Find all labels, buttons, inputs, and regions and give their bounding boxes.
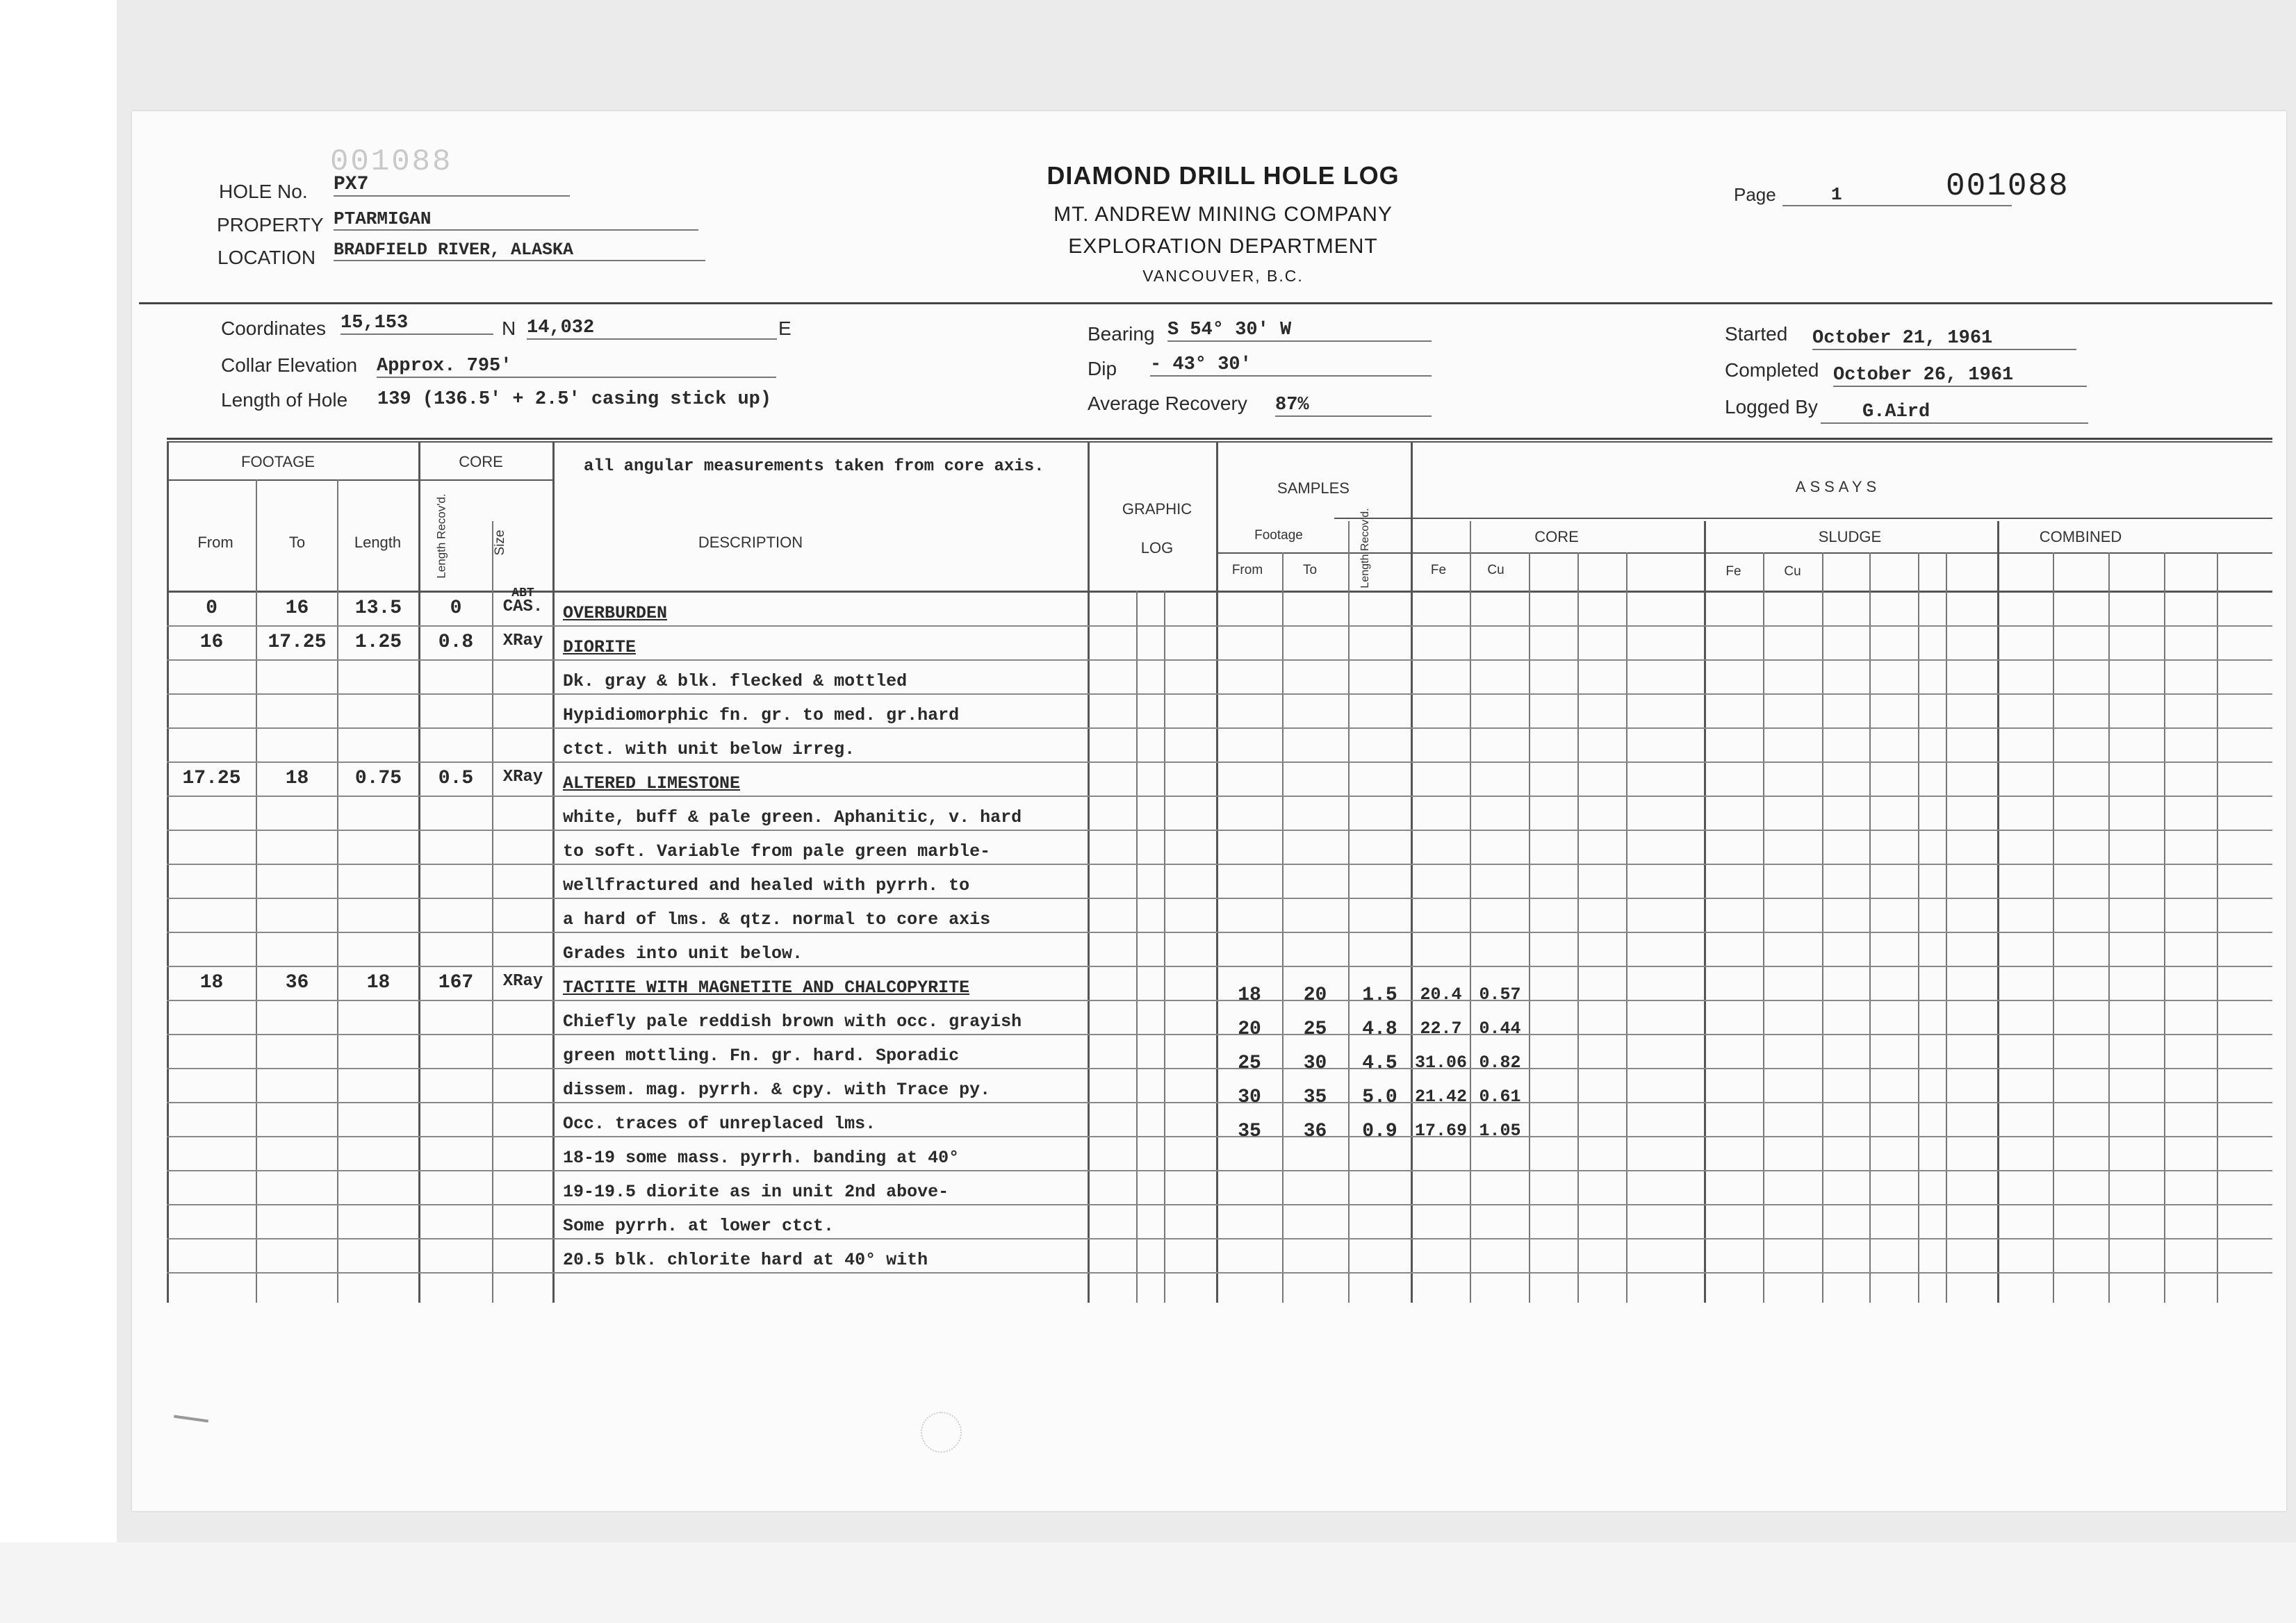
sample-from-cell: 20 — [1238, 1019, 1261, 1040]
fe-assay-cell: 20.4 — [1420, 984, 1462, 1005]
footage-header: FOOTAGE — [241, 453, 315, 470]
column-divider — [2164, 552, 2165, 1303]
samples-header: SAMPLES — [1277, 479, 1350, 497]
from-header: From — [197, 534, 233, 551]
row-rule — [167, 1204, 2272, 1205]
length-of-hole-value: 139 (136.5' + 2.5' casing stick up) — [377, 389, 772, 410]
sample-to-cell: 20 — [1303, 984, 1327, 1006]
length-recovd-header: Length Recov'd. — [434, 493, 448, 579]
row-rule — [167, 625, 2272, 627]
logged-by-label: Logged By — [1725, 396, 1818, 418]
column-divider — [1946, 552, 1947, 1303]
length-of-hole-label: Length of Hole — [221, 389, 348, 411]
graphic-header: GRAPHIC — [1122, 500, 1192, 518]
sample-length-cell: 5.0 — [1362, 1087, 1397, 1108]
bearing-label: Bearing — [1088, 323, 1155, 345]
size-cell: XRay — [502, 632, 543, 650]
sample-from-cell: 25 — [1238, 1053, 1261, 1074]
started-label: Started — [1725, 323, 1788, 345]
description-cell: ctct. with unit below irreg. — [563, 739, 855, 759]
to-cell: 36 — [285, 972, 309, 994]
description-cell: a hard of lms. & qtz. normal to core axis — [563, 909, 991, 930]
row-rule — [167, 1238, 2272, 1239]
sample-to-cell: 36 — [1303, 1121, 1327, 1142]
average-recovery-value: 87% — [1275, 395, 1432, 417]
cu-assay-cell: 0.82 — [1479, 1053, 1521, 1073]
description-cell: 20.5 blk. chlorite hard at 40° with — [563, 1250, 928, 1270]
completed-value: October 26, 1961 — [1833, 365, 2087, 387]
column-divider — [2217, 552, 2218, 1303]
table-top-rule — [167, 441, 2272, 443]
to-cell: 16 — [285, 598, 309, 619]
sample-length-cell: 0.9 — [1362, 1121, 1397, 1142]
column-divider — [1918, 552, 1919, 1303]
hole-no-value: PX7 — [334, 174, 570, 197]
scan-margin-left — [0, 0, 117, 1623]
row-rule — [167, 727, 2272, 729]
unit-heading: DIORITE — [563, 637, 637, 657]
coordinates-north-value: 15,153 — [341, 313, 493, 335]
coordinates-east-value: 14,032 — [527, 318, 777, 340]
dip-value: - 43° 30' — [1150, 354, 1432, 377]
row-rule — [167, 898, 2272, 899]
recovered-cell: 0.8 — [438, 632, 474, 653]
row-rule — [167, 659, 2272, 661]
assay-fe-header: Fe — [1430, 563, 1447, 577]
description-cell: dissem. mag. pyrrh. & cpy. with Trace py. — [563, 1080, 991, 1100]
table-header-bottom-rule — [167, 591, 2272, 593]
column-divider — [2108, 552, 2110, 1303]
row-rule — [167, 796, 2272, 797]
completed-label: Completed — [1725, 359, 1819, 381]
sample-from-cell: 18 — [1238, 984, 1261, 1006]
column-divider — [1282, 552, 1284, 1303]
sample-length-cell: 4.5 — [1362, 1053, 1397, 1074]
header-divider — [139, 302, 2272, 304]
info-divider — [167, 438, 2272, 440]
department-name: EXPLORATION DEPARTMENT — [1068, 235, 1378, 258]
unit-heading: ALTERED LIMESTONE — [563, 773, 741, 793]
company-name: MT. ANDREW MINING COMPANY — [1053, 203, 1393, 226]
sample-length-cell: 1.5 — [1362, 984, 1397, 1006]
description-cell: 19-19.5 diorite as in unit 2nd above- — [563, 1182, 949, 1202]
column-divider — [1763, 552, 1764, 1303]
size-cell: CAS. — [502, 598, 543, 616]
core-header: CORE — [459, 453, 503, 470]
size-note-cell: ABT — [511, 586, 534, 600]
collar-elevation-value: Approx. 795' — [377, 356, 776, 378]
length-cell: 1.25 — [354, 632, 402, 653]
row-rule — [167, 864, 2272, 865]
row-rule — [167, 1170, 2272, 1171]
description-cell: Hypidiomorphic fn. gr. to med. gr.hard — [563, 705, 960, 725]
size-cell: XRay — [502, 768, 543, 786]
description-cell: Chiefly pale reddish brown with occ. grayish — [563, 1012, 1022, 1032]
property-label: PROPERTY — [217, 214, 324, 236]
column-divider — [1136, 591, 1138, 1303]
average-recovery-label: Average Recovery — [1088, 393, 1247, 414]
assays-header: ASSAYS — [1795, 478, 1881, 495]
description-cell: Dk. gray & blk. flecked & mottled — [563, 671, 908, 691]
column-divider — [1529, 552, 1530, 1303]
recovered-cell: 0.5 — [438, 768, 474, 789]
collar-elevation-label: Collar Elevation — [221, 354, 358, 376]
sample-to-cell: 35 — [1303, 1087, 1327, 1108]
assay-combined-header: COMBINED — [2039, 528, 2122, 545]
document-number: 001088 — [1946, 168, 2069, 204]
length-cell: 13.5 — [354, 598, 402, 619]
assay-sludge-header: SLUDGE — [1818, 528, 1882, 545]
column-divider — [1869, 552, 1871, 1303]
sample-length-cell: 4.8 — [1362, 1019, 1397, 1040]
sludge-fe-header: Fe — [1725, 564, 1741, 579]
column-divider — [2053, 552, 2054, 1303]
recovered-cell: 167 — [438, 972, 474, 994]
description-cell: Some pyrrh. at lower ctct. — [563, 1216, 835, 1236]
from-cell: 18 — [199, 972, 224, 994]
footage-core-subrule — [167, 479, 552, 481]
assay-cu-header: Cu — [1487, 563, 1504, 577]
scan-mark — [174, 1415, 208, 1423]
cu-assay-cell: 1.05 — [1479, 1121, 1521, 1141]
row-rule — [167, 830, 2272, 831]
row-rule — [167, 1272, 2272, 1274]
description-cell: white, buff & pale green. Aphanitic, v. hard — [563, 807, 1022, 827]
row-rule — [167, 761, 2272, 763]
length-header: Length — [354, 534, 402, 551]
cu-assay-cell: 0.61 — [1479, 1087, 1521, 1107]
column-divider — [1088, 441, 1090, 1303]
log-header: LOG — [1140, 539, 1174, 557]
description-cell: Occ. traces of unreplaced lms. — [563, 1114, 876, 1134]
fe-assay-cell: 22.7 — [1420, 1019, 1462, 1039]
column-divider — [1997, 521, 1999, 1303]
east-label: E — [778, 318, 792, 339]
column-divider — [1626, 552, 1627, 1303]
city-name: VANCOUVER, B.C. — [1142, 267, 1304, 285]
started-value: October 21, 1961 — [1812, 328, 2076, 350]
size-header: Size — [493, 529, 507, 556]
hole-no-label: HOLE No. — [219, 181, 308, 202]
fe-assay-cell: 21.42 — [1414, 1087, 1467, 1107]
unit-heading: TACTITE WITH MAGNETITE AND CHALCOPYRITE — [563, 978, 970, 998]
sample-to-cell: 25 — [1303, 1019, 1327, 1040]
fe-assay-cell: 31.06 — [1414, 1053, 1467, 1073]
samples-to-header: To — [1302, 563, 1318, 577]
angular-note: all angular measurements taken from core axis. — [584, 457, 1044, 476]
sample-to-cell: 30 — [1303, 1053, 1327, 1074]
samples-length-header: Length Recov'd. — [1359, 508, 1371, 588]
page-value: 1 — [1782, 184, 2012, 206]
samples-subrule — [1334, 518, 2272, 519]
to-cell: 18 — [285, 768, 309, 789]
punch-hole-mark — [921, 1412, 962, 1453]
form-title: DIAMOND DRILL HOLE LOG — [1047, 161, 1400, 190]
page-label: Page — [1734, 184, 1776, 205]
faint-stamp-number: 001088 — [330, 145, 453, 179]
description-cell: to soft. Variable from pale green marble- — [563, 841, 991, 862]
column-divider — [1348, 521, 1350, 1303]
from-cell: 16 — [199, 632, 224, 653]
length-cell: 18 — [366, 972, 391, 994]
north-label: N — [502, 318, 516, 339]
location-value: BRADFIELD RIVER, ALASKA — [334, 240, 705, 261]
description-cell: 18-19 some mass. pyrrh. banding at 40° — [563, 1148, 960, 1168]
length-cell: 0.75 — [354, 768, 402, 789]
scan-margin-bottom — [0, 1542, 2296, 1623]
sample-from-cell: 30 — [1238, 1087, 1261, 1108]
samples-footage-header: Footage — [1254, 528, 1303, 543]
row-rule — [167, 932, 2272, 933]
samples-from-header: From — [1231, 563, 1263, 577]
column-divider — [1704, 521, 1706, 1303]
property-value: PTARMIGAN — [334, 208, 698, 231]
description-cell: wellfractured and healed with pyrrh. to — [563, 875, 970, 896]
location-label: LOCATION — [218, 247, 316, 268]
unit-heading: OVERBURDEN — [563, 603, 668, 623]
column-divider — [552, 441, 555, 1303]
fe-assay-cell: 17.69 — [1414, 1121, 1467, 1141]
drill-log-sheet — [132, 111, 2286, 1511]
description-header: DESCRIPTION — [698, 534, 803, 551]
assay-subrule — [1216, 552, 2272, 554]
sludge-cu-header: Cu — [1784, 564, 1801, 579]
column-divider — [1577, 552, 1579, 1303]
sample-from-cell: 35 — [1238, 1121, 1261, 1142]
to-header: To — [288, 534, 306, 551]
column-divider — [1164, 591, 1165, 1303]
logged-by-value: G.Aird — [1821, 402, 2088, 424]
row-rule — [167, 693, 2272, 695]
recovered-cell: 0 — [450, 598, 462, 619]
coordinates-label: Coordinates — [221, 318, 326, 339]
row-rule — [167, 966, 2272, 967]
to-cell: 17.25 — [268, 632, 327, 653]
from-cell: 17.25 — [182, 768, 241, 789]
bearing-value: S 54° 30' W — [1167, 320, 1432, 342]
description-cell: Grades into unit below. — [563, 944, 803, 964]
column-divider — [1470, 521, 1471, 1303]
column-divider — [167, 441, 169, 1303]
size-cell: XRay — [502, 972, 543, 991]
cu-assay-cell: 0.44 — [1479, 1019, 1521, 1039]
cu-assay-cell: 0.57 — [1479, 984, 1521, 1005]
column-divider — [418, 441, 420, 1303]
assay-core-header: CORE — [1534, 528, 1579, 545]
column-divider — [1822, 552, 1823, 1303]
dip-label: Dip — [1088, 358, 1117, 379]
from-cell: 0 — [206, 598, 218, 619]
description-cell: green mottling. Fn. gr. hard. Sporadic — [563, 1046, 960, 1066]
